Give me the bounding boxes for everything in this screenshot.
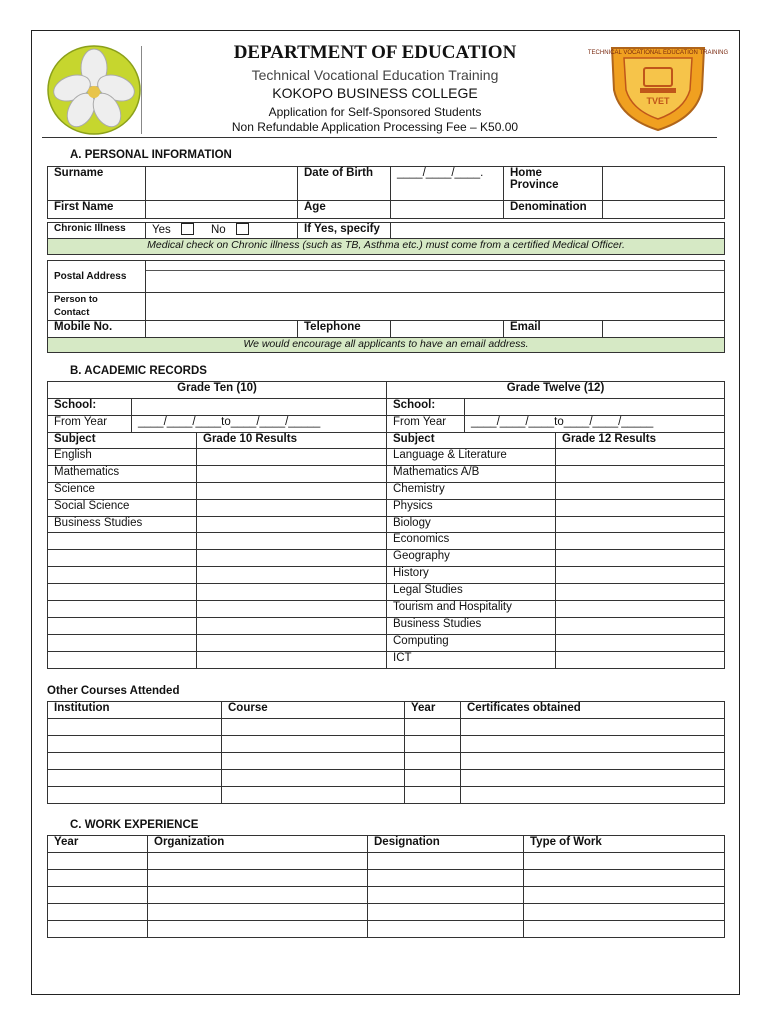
other-course-row-cell[interactable] (222, 736, 405, 753)
fee-note: Non Refundable Application Processing Fee – K50.00 (231, 120, 519, 134)
work-experience-row-cell[interactable] (148, 887, 368, 904)
work-experience-row-cell[interactable] (148, 904, 368, 921)
work-experience-row (48, 853, 725, 870)
work-experience-row-cell[interactable] (48, 870, 148, 887)
g12-subject-cell: Legal Studies (387, 584, 556, 601)
postal-address-field[interactable] (146, 261, 725, 293)
g12-subject-cell: Geography (387, 550, 556, 567)
designation-header: Designation (368, 836, 524, 853)
subject-row (48, 651, 725, 668)
telephone-field[interactable] (391, 321, 504, 338)
other-course-row-cell[interactable] (48, 719, 222, 736)
grade-ten-header: Grade Ten (10) (48, 382, 387, 399)
g10-result-cell[interactable] (197, 482, 387, 499)
no-label: No (210, 224, 226, 236)
section-a-heading: A. PERSONAL INFORMATION (70, 149, 232, 161)
chronic-illness-label: Chronic Illness (48, 223, 146, 239)
work-experience-table (47, 835, 725, 938)
other-course-row (48, 770, 725, 787)
g10-result-cell[interactable] (197, 567, 387, 584)
tvet-subtitle: Technical Vocational Education Training (251, 67, 499, 83)
department-title: DEPARTMENT OF EDUCATION (233, 42, 517, 63)
yes-label: Yes (152, 224, 171, 236)
g10-subject-cell (48, 567, 197, 584)
other-course-row-cell[interactable] (405, 736, 461, 753)
g10-result-cell[interactable] (197, 465, 387, 482)
subject-row (48, 482, 725, 499)
g12-subject-cell: Business Studies (387, 617, 556, 634)
subject-row (48, 499, 725, 516)
subject-row (48, 601, 725, 618)
grade-twelve-header: Grade Twelve (12) (387, 382, 725, 399)
surname-field[interactable] (146, 167, 298, 201)
g10-result-cell[interactable] (197, 584, 387, 601)
g10-subject-cell: Mathematics (48, 465, 197, 482)
work-experience-row-cell[interactable] (48, 853, 148, 870)
course-header: Course (222, 702, 405, 719)
subject-row (48, 584, 725, 601)
subject-row (48, 533, 725, 550)
g12-result-cell[interactable] (556, 482, 725, 499)
g10-result-cell[interactable] (197, 651, 387, 668)
g12-result-cell[interactable] (556, 601, 725, 618)
application-form-page (31, 30, 740, 995)
work-experience-row-cell[interactable] (368, 904, 524, 921)
email-note: We would encourage all applicants to have an email address. (48, 338, 725, 353)
g12-subject-cell: Chemistry (387, 482, 556, 499)
section-c-heading: C. WORK EXPERIENCE (70, 819, 199, 831)
other-course-row-cell[interactable] (48, 736, 222, 753)
g12-subject-cell: Tourism and Hospitality (387, 601, 556, 618)
person-to-contact-field[interactable] (146, 293, 725, 321)
first-name-field[interactable] (146, 201, 298, 219)
work-experience-row-cell[interactable] (48, 887, 148, 904)
g10-subject-cell (48, 634, 197, 651)
other-course-row-cell[interactable] (222, 770, 405, 787)
mobile-field[interactable] (146, 321, 298, 338)
g12-subject-cell: Mathematics A/B (387, 465, 556, 482)
section-b-heading: B. ACADEMIC RECORDS (70, 365, 207, 377)
other-course-row-cell[interactable] (461, 753, 725, 770)
denomination-field[interactable] (603, 201, 725, 219)
other-course-row-cell[interactable] (461, 736, 725, 753)
age-field[interactable] (391, 201, 504, 219)
header-rule (42, 137, 717, 138)
g12-school-field[interactable] (465, 399, 725, 416)
other-course-row-cell[interactable] (222, 787, 405, 804)
logo-divider (141, 46, 142, 134)
g12-subject-header: Subject (387, 433, 556, 449)
svg-text:TECHNICAL VOCATIONAL EDUCATION: TECHNICAL VOCATIONAL EDUCATION TRAINING (587, 50, 729, 56)
if-yes-label: If Yes, specify (298, 223, 391, 239)
home-province-label: Home Province (504, 167, 603, 201)
other-course-row-cell[interactable] (48, 770, 222, 787)
work-experience-row-cell[interactable] (148, 853, 368, 870)
yes-checkbox[interactable] (181, 223, 194, 235)
other-course-row-cell[interactable] (405, 770, 461, 787)
g12-subject-cell: ICT (387, 651, 556, 668)
first-name-label: First Name (48, 201, 146, 219)
dob-label: Date of Birth (298, 167, 391, 201)
college-name: KOKOPO BUSINESS COLLEGE (272, 85, 478, 101)
other-courses-heading: Other Courses Attended (47, 685, 180, 697)
work-experience-row-cell[interactable] (524, 853, 725, 870)
g12-subject-cell: Physics (387, 499, 556, 516)
g10-subject-cell: Business Studies (48, 516, 197, 533)
g12-from-year-label: From Year (387, 416, 465, 433)
g12-result-cell[interactable] (556, 651, 725, 668)
other-course-row-cell[interactable] (405, 719, 461, 736)
work-experience-row (48, 904, 725, 921)
g10-result-cell[interactable] (197, 516, 387, 533)
mobile-label: Mobile No. (48, 321, 146, 338)
g12-subject-cell: Language & Literature (387, 449, 556, 466)
g10-result-cell[interactable] (197, 499, 387, 516)
other-course-row-cell[interactable] (405, 753, 461, 770)
work-experience-row (48, 870, 725, 887)
g12-date-range[interactable]: ____/____/____to____/____/_____ (465, 416, 725, 433)
g12-subject-cell: Computing (387, 634, 556, 651)
g12-result-cell[interactable] (556, 567, 725, 584)
subject-row (48, 567, 725, 584)
year-header: Year (405, 702, 461, 719)
other-course-row-cell[interactable] (222, 753, 405, 770)
g10-subject-cell (48, 584, 197, 601)
work-experience-row-cell[interactable] (368, 870, 524, 887)
type-of-work-header: Type of Work (524, 836, 725, 853)
subject-row (48, 634, 725, 651)
surname-label: Surname (48, 167, 146, 201)
g10-school-label: School: (48, 399, 132, 416)
other-courses-table (47, 701, 725, 804)
g10-result-cell[interactable] (197, 617, 387, 634)
g12-result-cell[interactable] (556, 550, 725, 567)
g10-subject-cell (48, 550, 197, 567)
g10-result-cell[interactable] (197, 449, 387, 466)
medical-note: Medical check on Chronic illness (such as TB, Asthma etc.) must come from a certified Medical Officer. (48, 239, 725, 255)
certificates-header: Certificates obtained (461, 702, 725, 719)
work-experience-row-cell[interactable] (524, 921, 725, 938)
application-type: Application for Self-Sponsored Students (268, 105, 482, 119)
person-to-contact-label: Person to Contact (48, 293, 146, 321)
subject-row (48, 516, 725, 533)
g10-subject-cell: Social Science (48, 499, 197, 516)
organization-header: Organization (148, 836, 368, 853)
g12-school-label: School: (387, 399, 465, 416)
subject-row (48, 465, 725, 482)
subject-row (48, 617, 725, 634)
email-field[interactable] (603, 321, 725, 338)
work-experience-row (48, 887, 725, 904)
institution-header: Institution (48, 702, 222, 719)
g10-subject-cell (48, 651, 197, 668)
g12-result-cell[interactable] (556, 516, 725, 533)
g12-result-cell[interactable] (556, 634, 725, 651)
g10-subject-cell (48, 533, 197, 550)
other-course-row (48, 753, 725, 770)
personal-info-table (47, 166, 725, 353)
other-course-row-cell[interactable] (48, 753, 222, 770)
dob-field[interactable]: ____/____/____. (391, 167, 504, 201)
g12-result-cell[interactable] (556, 465, 725, 482)
g12-subject-cell: Biology (387, 516, 556, 533)
subject-row (48, 550, 725, 567)
g12-result-cell[interactable] (556, 617, 725, 634)
other-course-row (48, 719, 725, 736)
g12-subject-cell: History (387, 567, 556, 584)
g10-from-year-label: From Year (48, 416, 132, 433)
g12-subject-cell: Economics (387, 533, 556, 550)
subject-row (48, 449, 725, 466)
g10-subject-cell (48, 601, 197, 618)
other-course-row-cell[interactable] (461, 787, 725, 804)
other-course-row (48, 787, 725, 804)
other-course-row (48, 736, 725, 753)
postal-address-label: Postal Address (48, 261, 146, 293)
g10-date-range[interactable]: ____/____/____to____/____/_____ (132, 416, 387, 433)
g10-result-cell[interactable] (197, 634, 387, 651)
other-course-row-cell[interactable] (461, 770, 725, 787)
work-experience-row-cell[interactable] (148, 921, 368, 938)
other-course-row-cell[interactable] (461, 719, 725, 736)
email-label: Email (504, 321, 603, 338)
g10-subject-cell (48, 617, 197, 634)
g12-result-cell[interactable] (556, 449, 725, 466)
g10-school-field[interactable] (132, 399, 387, 416)
if-yes-field[interactable] (391, 223, 725, 239)
work-experience-row-cell[interactable] (524, 904, 725, 921)
work-experience-row-cell[interactable] (148, 870, 368, 887)
flower-logo-icon (46, 44, 142, 136)
g10-subject-cell: Science (48, 482, 197, 499)
g10-result-cell[interactable] (197, 550, 387, 567)
g10-results-header: Grade 10 Results (197, 433, 387, 449)
work-experience-row-cell[interactable] (48, 904, 148, 921)
g12-result-cell[interactable] (556, 499, 725, 516)
other-course-row-cell[interactable] (222, 719, 405, 736)
work-experience-row-cell[interactable] (48, 921, 148, 938)
telephone-label: Telephone (298, 321, 391, 338)
work-experience-row-cell[interactable] (368, 921, 524, 938)
svg-text:TVET: TVET (646, 96, 670, 106)
g10-subject-header: Subject (48, 433, 197, 449)
age-label: Age (298, 201, 391, 219)
other-course-row-cell[interactable] (405, 787, 461, 804)
academic-records-table (47, 381, 725, 669)
tvet-seal-icon (587, 40, 729, 132)
g10-subject-cell: English (48, 449, 197, 466)
chronic-illness-options (146, 223, 298, 239)
work-year-header: Year (48, 836, 148, 853)
work-experience-row-cell[interactable] (524, 870, 725, 887)
other-course-row-cell[interactable] (48, 787, 222, 804)
g12-result-cell[interactable] (556, 584, 725, 601)
work-experience-row-cell[interactable] (368, 887, 524, 904)
g10-result-cell[interactable] (197, 601, 387, 618)
no-checkbox[interactable] (236, 223, 249, 235)
home-province-field[interactable] (603, 167, 725, 201)
g12-results-header: Grade 12 Results (556, 433, 725, 449)
work-experience-row-cell[interactable] (524, 887, 725, 904)
g10-result-cell[interactable] (197, 533, 387, 550)
work-experience-row-cell[interactable] (368, 853, 524, 870)
work-experience-row (48, 921, 725, 938)
denomination-label: Denomination (504, 201, 603, 219)
g12-result-cell[interactable] (556, 533, 725, 550)
